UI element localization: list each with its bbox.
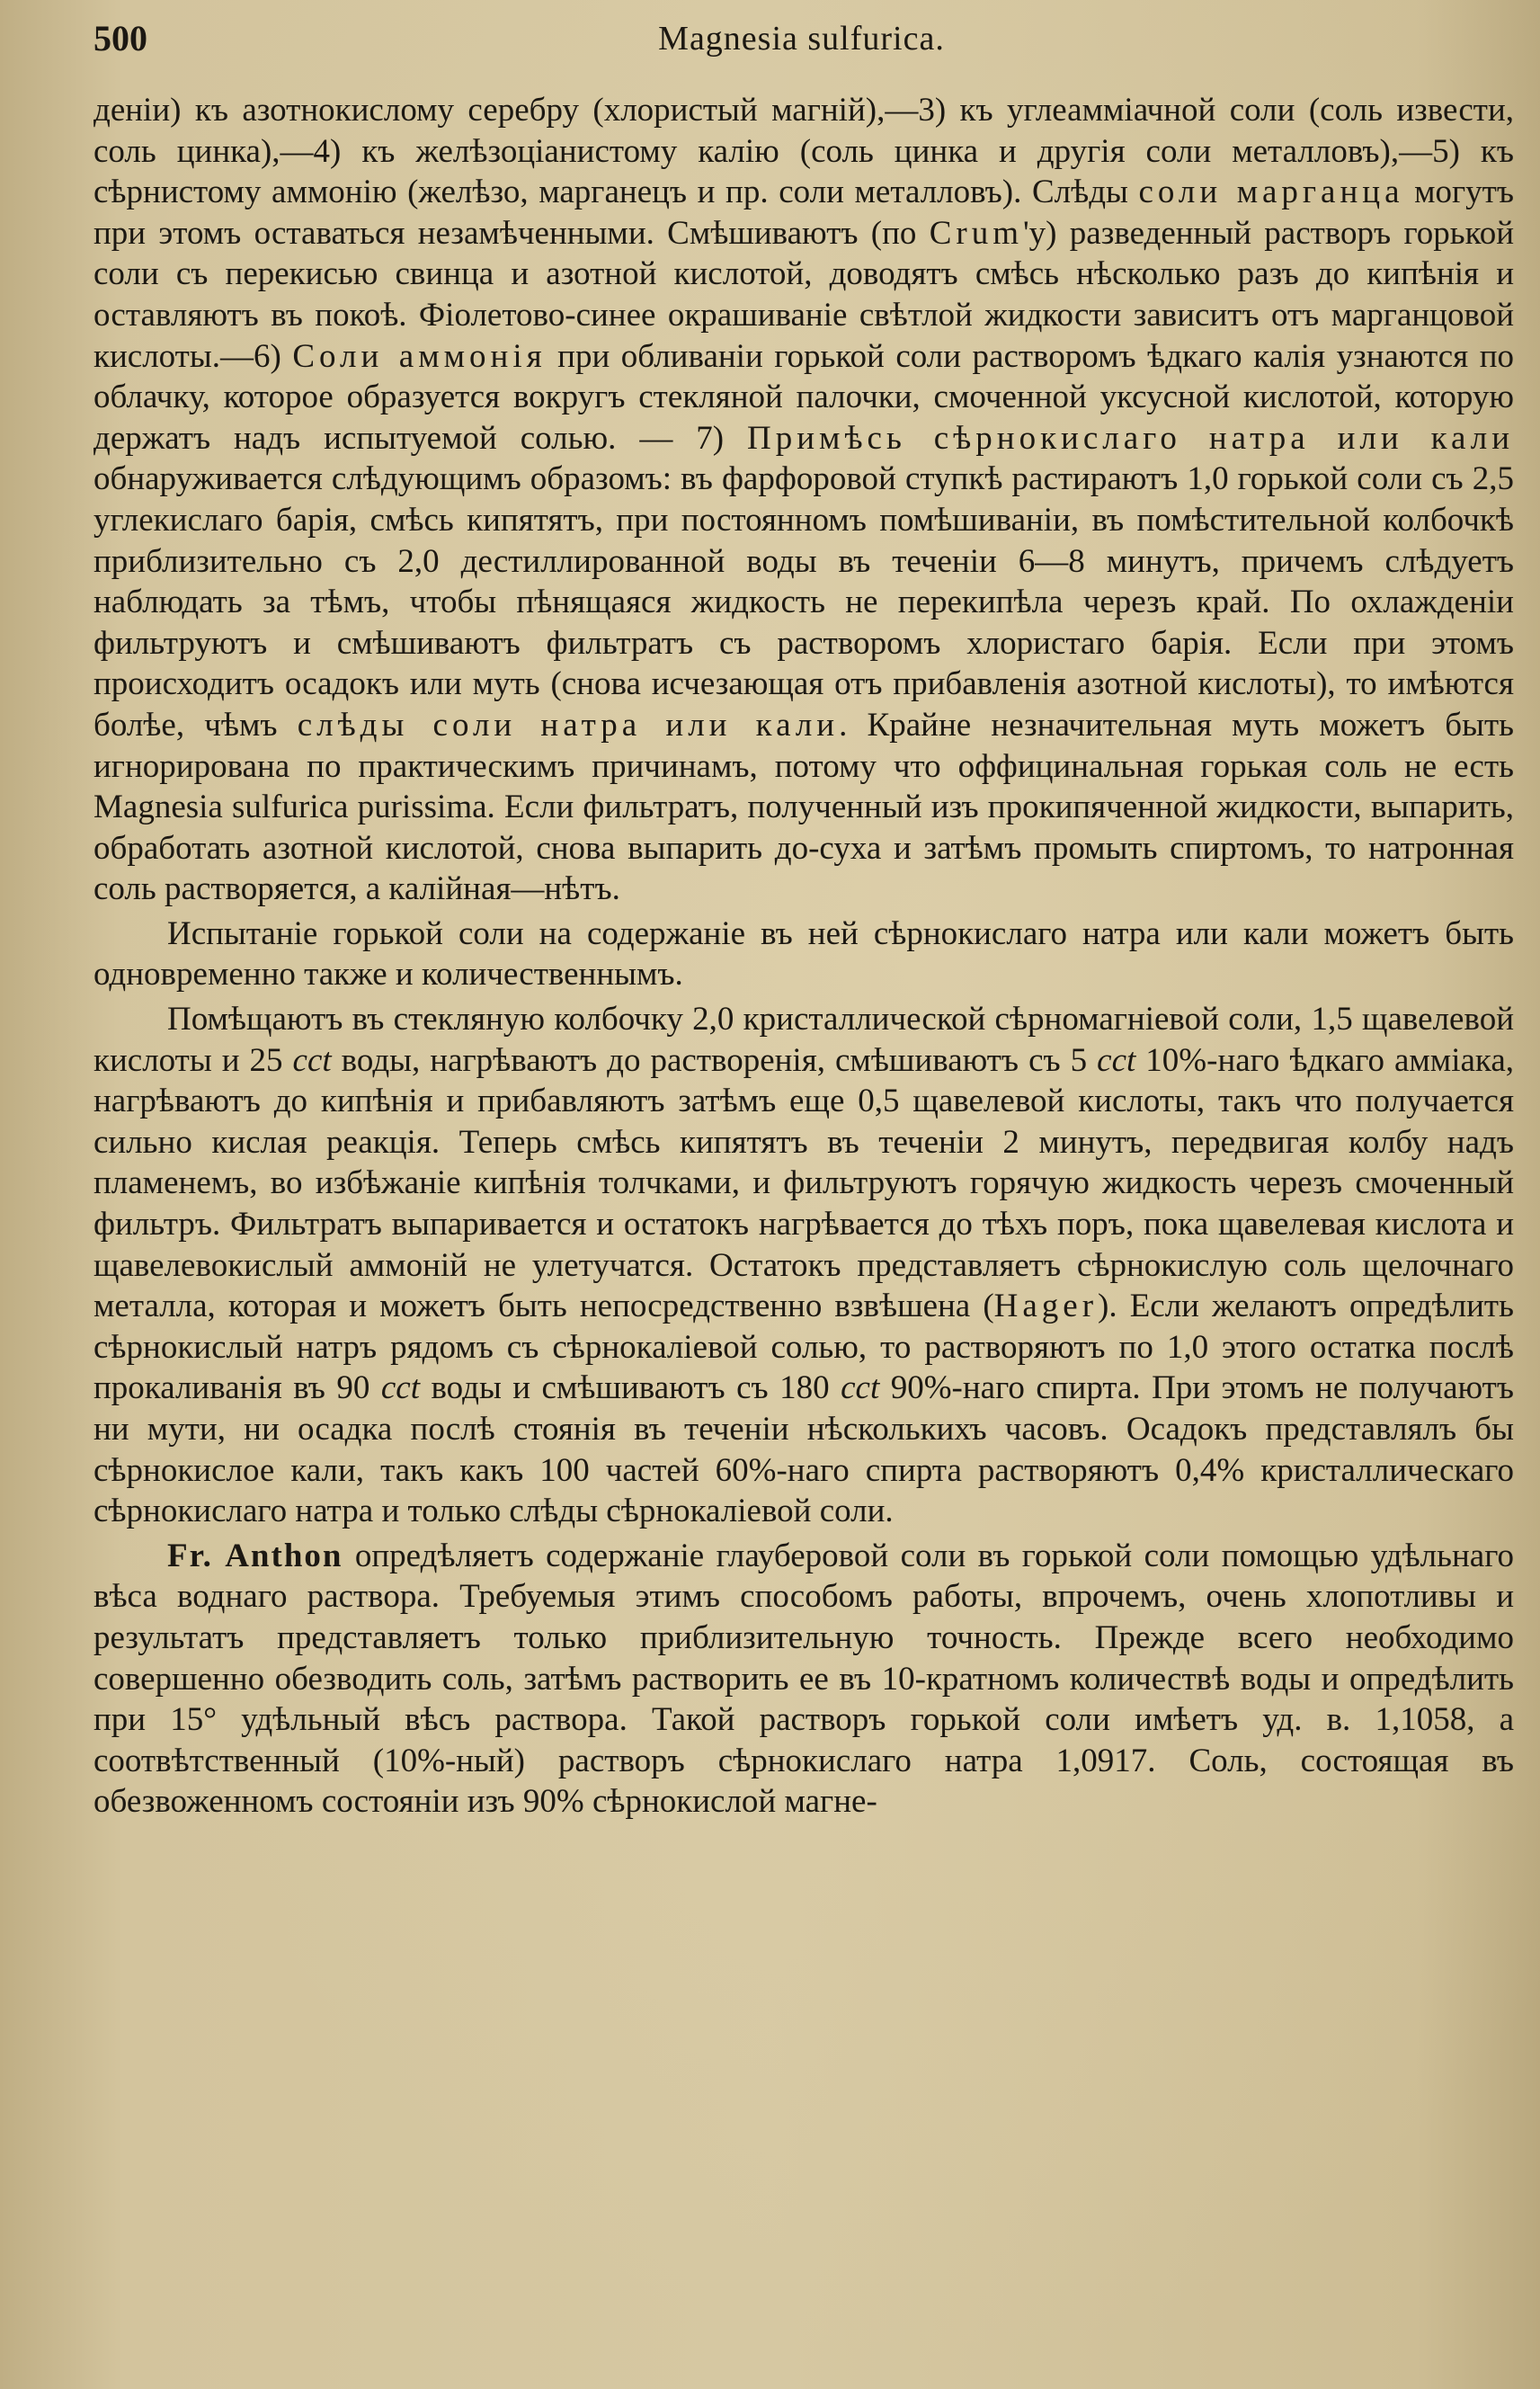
paragraph-text: 10%-наго ѣдкаго амміака, нагрѣваютъ до кипѣнія и прибавляютъ затѣмъ еще 0,5 щавелевой кислоты, такъ что получается сильно кислая реакція. Теперь смѣсь кипятятъ въ теченіи 2 минутъ, передвигая колбу надъ пламенемъ, во избѣжаніе кипѣнія толчками, и фильтруютъ горячую жидкость черезъ смоченный фильтръ. Фильтратъ выпаривается и остатокъ нагрѣвается до тѣхъ поръ, пока щавелевая кислота и щавелевокислый аммоній не улетучатся. Остатокъ представляетъ сѣрнокислую соль щелочнаго металла, которая и можетъ быть непосредственно взвѣшена ( [93,1041,1514,1325]
paragraph [93,1536,1514,1823]
spaced-emphasis-text: Соли аммонія [292,337,547,375]
paragraph-text: Помѣщаютъ въ стекляную колбочку 2,0 кристаллической сѣрномагніевой соли, 1,5 щавелевой кислоты и 25 [93,1001,1514,1079]
unit-text: cct [841,1369,880,1407]
spaced-emphasis-text: слѣды соли натра или кали [297,706,840,744]
unit-text: cct [1097,1041,1136,1079]
unit-text: cct [380,1369,420,1407]
paragraph-text: могутъ при этомъ оставаться незамѣченными. Смѣшиваютъ (по [93,174,1514,252]
paragraph-text: Испытаніе горькой соли на содержаніе въ ней сѣрнокислаго натра или кали можетъ быть одновременно также и количественнымъ. [93,914,1514,994]
unit-text: cct [292,1041,332,1079]
spaced-emphasis-text: Hager [993,1288,1099,1325]
running-title: Magnesia sulfurica. [658,20,945,58]
paragraph-text: при обливаніи горькой соли растворомъ ѣдкаго калія узнаются по облачку, которое образуется вокругъ стекляной палочки, смоченной уксусной кислотой, которую держатъ надъ испытуемой солью. — 7) [93,337,1514,457]
spaced-emphasis-text: Примѣсь сѣрнокислаго натра или кали [747,419,1514,457]
paragraph [93,90,1514,910]
paragraph-text: 'у) разведенный растворъ горькой соли съ перекисью свинца и азотной кислотой, доводятъ смѣсь нѣсколько разъ до кипѣнія и оставляютъ въ покоѣ. Фіолетово-синее окрашиваніе свѣтлой жидкости зависитъ отъ марганцовой кислоты.—6) [93,214,1514,375]
spaced-emphasis-text: Crum [929,214,1023,252]
author-name-text: Fr. Anthon [167,1537,343,1574]
paragraph-text: опредѣляетъ содержаніе глауберовой соли въ горькой соли помощью удѣльнаго вѣса воднаго раствора. Требуемыя этимъ способомъ работы, впрочемъ, очень хлопотливы и результатъ представляетъ только приблизительную точность. Прежде всего необходимо совершенно обезводить соль, затѣмъ растворить ее въ 10-кратномъ количествѣ воды и опредѣлить при 15° удѣльный вѣсъ раствора. Такой растворъ горькой соли имѣетъ уд. в. 1,1058, а соотвѣтственный (10%-ный) растворъ сѣрнокислаго натра 1,0917. Соль, состоящая въ обезвоженномъ состояніи изъ 90% сѣрнокислой магне- [93,1537,1514,1821]
paragraph-text: . Крайне незначительная муть можетъ быть игнорирована по практическимъ причинамъ, потому что оффицинальная горькая соль не есть Magnesia sulfurica purissima. Если фильтратъ, полученный изъ прокипяченной жидкости, выпарить, обработать азотной кислотой, снова выпарить до-суха и затѣмъ промыть спиртомъ, то натронная соль растворяется, а калійная—нѣтъ. [93,706,1515,908]
page-header [93,16,1509,61]
paragraph-text: ). Если желаютъ опредѣлить сѣрнокислый натръ рядомъ съ сѣрнокаліевой солью, то растворяютъ по 1,0 этого остатка послѣ прокаливанія въ 90 [93,1288,1514,1407]
paragraph-text: воды и смѣшиваютъ съ 180 [419,1369,841,1407]
paragraph-text: деніи) къ азотнокислому серебру (хлористый магній),—3) къ углеамміачной соли (соль извести, соль цинка),—4) къ желѣзоціанистому калію (соль цинка и другія соли металловъ),—5) къ сѣрнистому аммонію (желѣзо, марганецъ и пр. соли металловъ). Слѣды [93,92,1514,211]
body-text [93,90,1514,1823]
spaced-emphasis-text: соли марганца [1138,174,1404,211]
paragraph [93,914,1514,995]
paragraph-text: 90%-наго спирта. При этомъ не получаютъ ни мути, ни осадка послѣ стоянія въ теченіи нѣсколькихъ часовъ. Осадокъ представлялъ бы сѣрнокислое кали, такъ какъ 100 частей 60%-наго спирта растворяютъ 0,4% кристаллическаго сѣрнокислаго натра и только слѣды сѣрнокаліевой соли. [93,1369,1514,1530]
page-number: 500 [93,18,147,58]
paragraph [93,999,1514,1532]
paragraph-text: обнаруживается слѣдующимъ образомъ: въ фарфоровой ступкѣ растираютъ 1,0 горькой соли съ 2,5 углекислаго барія, смѣсь кипятятъ, при постоянномъ помѣшиваніи, въ помѣстительной колбочкѣ приблизительно съ 2,0 дестиллированной воды въ теченіи 6—8 минутъ, причемъ слѣдуетъ наблюдать за тѣмъ, чтобы пѣнящаяся жидкость не перекипѣла черезъ край. По охлажденіи фильтруютъ и смѣшиваютъ фильтратъ съ растворомъ хлористаго барія. Если при этомъ происходитъ осадокъ или муть (снова исчезающая отъ прибавленія азотной кислоты), то имѣются болѣе, чѣмъ [93,460,1514,744]
paragraph-text: воды, нагрѣваютъ до растворенія, смѣшиваютъ съ 5 [331,1041,1098,1079]
